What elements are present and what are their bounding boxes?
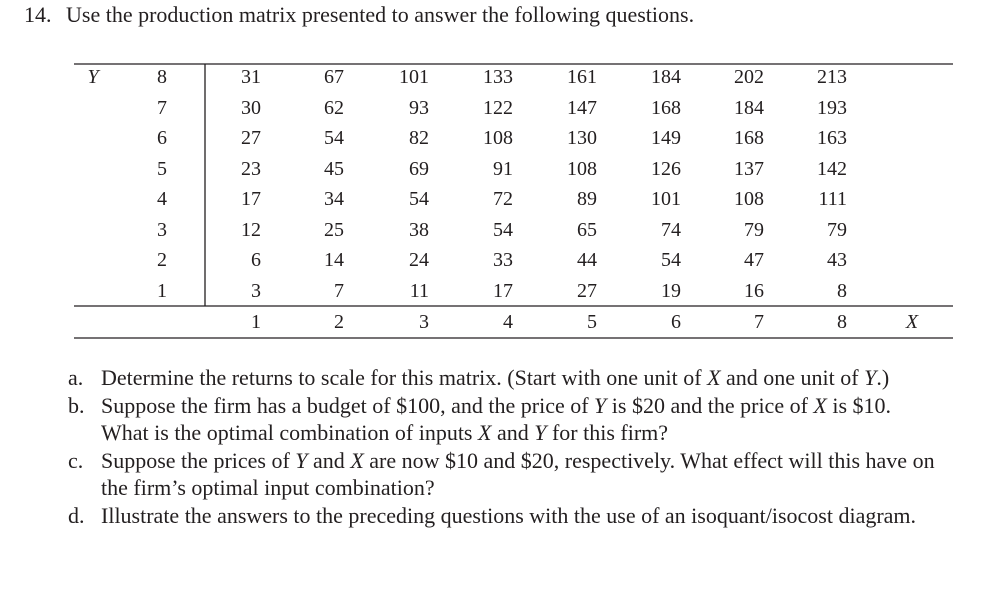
output-cell: 27 — [241, 127, 261, 149]
x-value: 3 — [419, 311, 429, 333]
output-cell: 101 — [399, 66, 429, 88]
question-list — [60, 364, 940, 530]
output-cell: 163 — [817, 127, 847, 149]
variable-symbol: Y — [295, 448, 308, 473]
x-axis-label: X — [905, 311, 919, 333]
output-cell: 16 — [744, 280, 764, 302]
output-cell: 33 — [493, 249, 513, 271]
question-text: Suppose the firm has a budget of $100, and the price of Y is $20 and the price of X is $10. What is the optimal combination of inputs X and Y for this firm? — [101, 393, 892, 445]
y-value: 1 — [157, 280, 167, 302]
output-cell: 62 — [324, 97, 344, 119]
output-cell: 7 — [334, 280, 344, 302]
question-letter: a. — [68, 365, 84, 390]
x-value: 1 — [251, 311, 261, 333]
problem-prompt: Use the production matrix presented to answer the following questions. — [66, 2, 695, 27]
y-value: 7 — [157, 97, 167, 119]
output-cell: 126 — [651, 158, 681, 180]
output-cell: 111 — [818, 188, 847, 210]
x-value: 8 — [837, 311, 847, 333]
output-cell: 45 — [324, 158, 344, 180]
output-cell: 30 — [241, 97, 261, 119]
output-cell: 14 — [324, 249, 344, 271]
question-d — [60, 502, 940, 529]
output-cell: 213 — [817, 66, 847, 88]
output-cell: 184 — [651, 66, 681, 88]
y-value: 6 — [157, 127, 167, 149]
output-cell: 27 — [577, 280, 597, 302]
output-cell: 6 — [251, 249, 261, 271]
output-cell: 122 — [483, 97, 513, 119]
output-cell: 79 — [744, 219, 764, 241]
variable-symbol: Y — [594, 393, 607, 418]
output-cell: 19 — [661, 280, 681, 302]
output-cell: 91 — [493, 158, 513, 180]
output-cell: 67 — [324, 66, 344, 88]
output-cell: 130 — [567, 127, 597, 149]
output-cell: 54 — [493, 219, 513, 241]
problem-number: 14. — [24, 2, 52, 27]
question-text: Determine the returns to scale for this matrix. (Start with one unit of X and one unit of Y.) — [101, 365, 890, 390]
output-cell: 202 — [734, 66, 764, 88]
output-cell: 184 — [734, 97, 764, 119]
output-cell: 11 — [409, 280, 429, 302]
output-cell: 17 — [241, 188, 261, 210]
output-cell: 17 — [493, 280, 513, 302]
output-cell: 65 — [577, 219, 597, 241]
question-text: Suppose the prices of Y and X are now $10 and $20, respectively. What effect will this have on the firm’s optimal input combination? — [101, 448, 935, 500]
y-value: 5 — [157, 158, 167, 180]
variable-symbol: Y — [864, 365, 877, 390]
output-cell: 44 — [577, 249, 597, 271]
y-value: 2 — [157, 249, 167, 271]
output-cell: 12 — [241, 219, 261, 241]
question-letter: d. — [68, 503, 85, 528]
output-cell: 193 — [817, 97, 847, 119]
y-axis-label: Y — [87, 66, 99, 88]
output-cell: 101 — [651, 188, 681, 210]
output-cell: 168 — [651, 97, 681, 119]
output-cell: 79 — [827, 219, 847, 241]
output-cell: 137 — [734, 158, 764, 180]
variable-symbol: X — [813, 393, 827, 418]
output-cell: 108 — [734, 188, 764, 210]
x-value: 2 — [334, 311, 344, 333]
output-cell: 54 — [324, 127, 344, 149]
question-a — [60, 364, 940, 391]
y-value: 8 — [157, 66, 167, 88]
output-cell: 47 — [744, 249, 764, 271]
question-c — [60, 447, 940, 501]
output-cell: 23 — [241, 158, 261, 180]
question-text: Illustrate the answers to the preceding questions with the use of an isoquant/isocost diagram. — [101, 503, 917, 528]
output-cell: 69 — [409, 158, 429, 180]
x-value: 7 — [754, 311, 764, 333]
output-cell: 142 — [817, 158, 847, 180]
output-cell: 72 — [493, 188, 513, 210]
question-b — [60, 392, 940, 446]
output-cell: 147 — [567, 97, 597, 119]
output-cell: 74 — [661, 219, 681, 241]
y-value: 3 — [157, 219, 167, 241]
output-cell: 34 — [324, 188, 344, 210]
output-cell: 108 — [483, 127, 513, 149]
x-value: 5 — [587, 311, 597, 333]
output-cell: 54 — [409, 188, 429, 210]
output-cell: 161 — [567, 66, 597, 88]
x-value: 6 — [671, 311, 681, 333]
output-cell: 24 — [409, 249, 429, 271]
question-letter: c. — [68, 448, 84, 473]
variable-symbol: X — [478, 420, 492, 445]
output-cell: 149 — [651, 127, 681, 149]
output-cell: 3 — [251, 280, 261, 302]
output-cell: 133 — [483, 66, 513, 88]
output-cell: 54 — [661, 249, 681, 271]
output-cell: 43 — [827, 249, 847, 271]
output-cell: 89 — [577, 188, 597, 210]
variable-symbol: Y — [534, 420, 547, 445]
output-cell: 108 — [567, 158, 597, 180]
variable-symbol: X — [707, 365, 721, 390]
x-value: 4 — [503, 311, 513, 333]
y-value: 4 — [157, 188, 167, 210]
question-letter: b. — [68, 393, 85, 418]
output-cell: 82 — [409, 127, 429, 149]
output-cell: 8 — [837, 280, 847, 302]
output-cell: 38 — [409, 219, 429, 241]
output-cell: 168 — [734, 127, 764, 149]
output-cell: 25 — [324, 219, 344, 241]
output-cell: 93 — [409, 97, 429, 119]
output-cell: 31 — [241, 66, 261, 88]
variable-symbol: X — [350, 448, 364, 473]
